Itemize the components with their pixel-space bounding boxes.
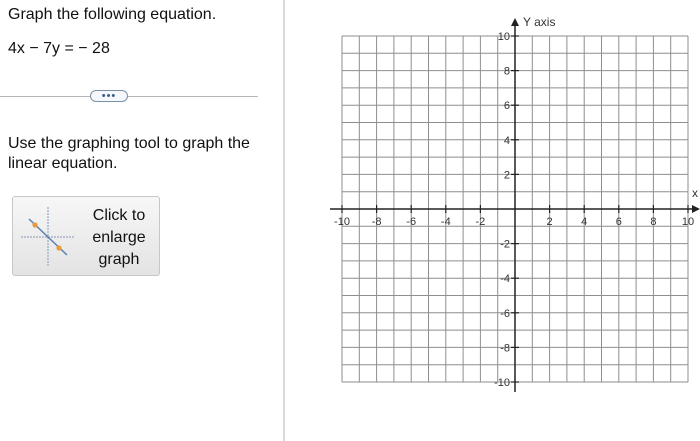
section-divider — [0, 96, 258, 97]
x-tick-label: -10 — [334, 216, 350, 228]
x-tick-label: -8 — [371, 216, 382, 228]
y-tick-label: 8 — [503, 65, 510, 78]
x-tick-label: 10 — [681, 216, 695, 228]
x-tick-label: 2 — [546, 216, 553, 228]
y-tick-label: 2 — [503, 169, 510, 182]
enlarge-label-line1: Click to — [92, 207, 146, 224]
enlarge-graph-label — [79, 205, 159, 271]
graph-thumbnail-icon — [19, 205, 77, 269]
coordinate-plane[interactable] — [290, 0, 700, 441]
question-prompt: Graph the following equation. — [8, 6, 217, 23]
more-options-button[interactable]: ••• — [90, 90, 128, 102]
y-tick-label: -6 — [500, 307, 510, 320]
y-axis-label: Y axis — [523, 15, 556, 29]
y-tick-label: -4 — [500, 273, 510, 286]
x-tick-label: -4 — [440, 216, 451, 228]
y-tick-label: -8 — [500, 342, 510, 355]
x-tick-label: 6 — [615, 216, 622, 228]
x-axis-arrow-icon — [692, 205, 700, 213]
question-pane — [0, 0, 285, 441]
y-axis-arrow-icon — [511, 18, 519, 26]
x-tick-label: 4 — [581, 216, 588, 228]
y-tick-label: -2 — [500, 238, 510, 251]
x-tick-label: 8 — [650, 216, 657, 228]
enlarge-label-line2: enlarge — [92, 229, 146, 246]
graph-area[interactable] — [290, 0, 700, 441]
x-tick-label: -6 — [406, 216, 417, 228]
y-tick-label: 10 — [497, 31, 510, 43]
enlarge-label-line3: graph — [98, 251, 140, 268]
equation-text: 4x − 7y = − 28 — [8, 40, 110, 57]
y-tick-label: 6 — [503, 100, 510, 113]
x-tick-label: -2 — [475, 216, 486, 228]
instruction-text: Use the graphing tool to graph the linear equation. — [8, 135, 250, 172]
y-tick-label: 4 — [503, 134, 510, 147]
y-tick-label: -10 — [494, 377, 510, 389]
enlarge-graph-button[interactable] — [12, 196, 160, 276]
x-axis-label: x — [692, 186, 698, 200]
